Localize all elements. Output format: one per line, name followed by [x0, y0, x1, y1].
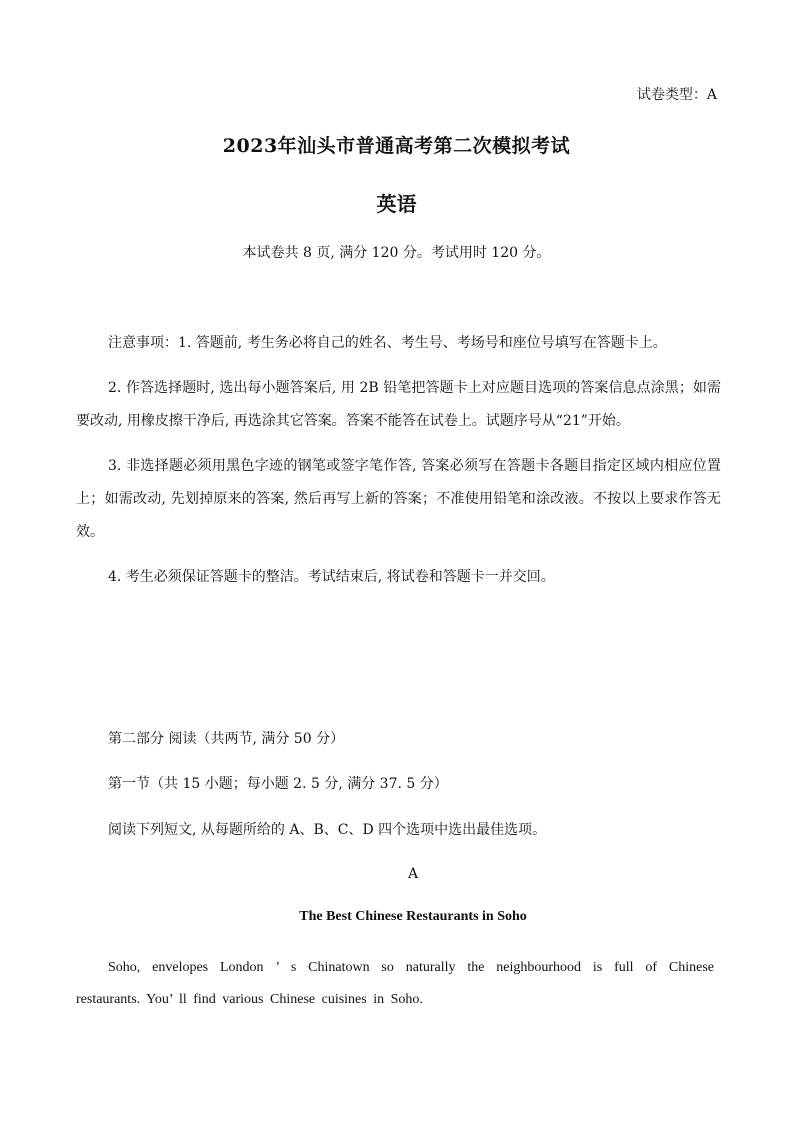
passage-letter: A	[407, 866, 419, 882]
subject-heading: 英语	[376, 192, 417, 216]
exam-notes	[76, 327, 721, 606]
passage-body: Soho, envelopes London ’ s Chinatown so naturally the neighbourhood is full of Chinese restaurants. You’ ll find various Chinese cuisines in Soho.	[76, 960, 714, 1007]
note-item: 2. 作答选择题时, 选出每小题答案后, 用 2B 铅笔把答题卡上对应题目选项的答案信息点涂黑；如需要改动, 用橡皮擦干净后, 再选涂其它答案。答案不能答在试卷上。试题序号从“21”开始。	[76, 380, 721, 429]
paper-type-label: 试卷类型：A	[636, 87, 717, 103]
section-part-heading: 第二部分 阅读（共两节, 满分 50 分）	[108, 731, 345, 747]
section-instruction: 阅读下列短文, 从每题所给的 A、B、C、D 四个选项中选出最佳选项。	[108, 822, 547, 838]
note-item: 注意事项：1. 答题前, 考生务必将自己的姓名、考生号、考场号和座位号填写在答题卡上。	[108, 335, 667, 351]
exam-info: 本试卷共 8 页, 满分 120 分。考试用时 120 分。	[242, 245, 551, 261]
exam-title: 2023年汕头市普通高考第二次模拟考试	[222, 135, 571, 157]
note-item: 4. 考生必须保证答题卡的整洁。考试结束后, 将试卷和答题卡一并交回。	[108, 569, 555, 585]
subsection-heading: 第一节（共 15 小题；每小题 2. 5 分, 满分 37. 5 分）	[108, 776, 448, 792]
passage-title: The Best Chinese Restaurants in Soho	[299, 909, 527, 924]
note-item: 3. 非选择题必须用黑色字迹的钢笔或签字笔作答, 答案必须写在答题卡各题目指定区域内相应位置上；如需改动, 先划掉原来的答案, 然后再写上新的答案；不准使用铅笔和涂改液。不按以上要求作答无效。	[76, 458, 721, 540]
